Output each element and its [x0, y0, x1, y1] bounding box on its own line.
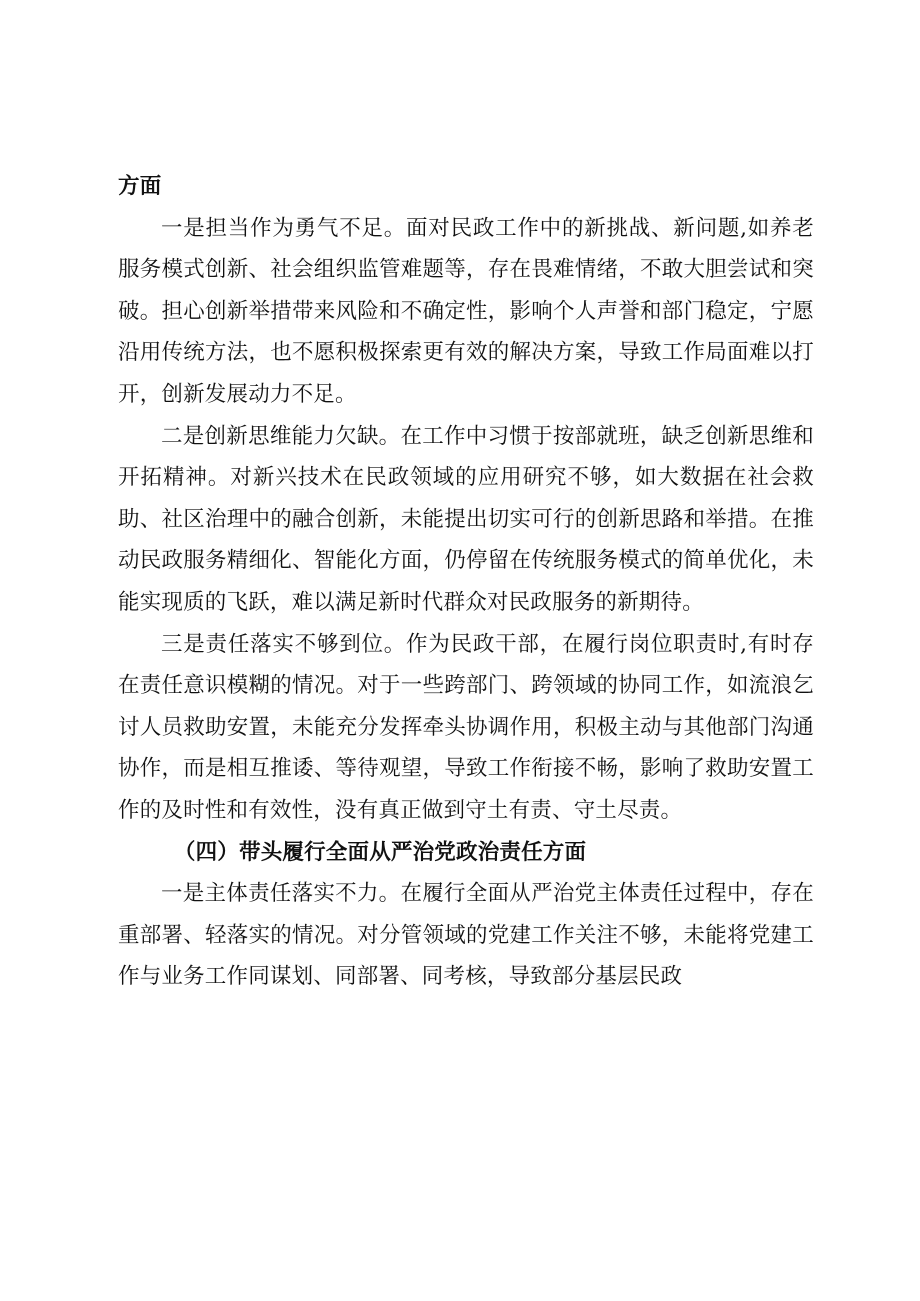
document-body: [118, 166, 814, 998]
paragraph-duty-implementation: 三是责任落实不够到位。作为民政干部，在履行岗位职责时,有时存在责任意识模糊的情况。对于一些跨部门、跨领域的协同工作，如流浪乞讨人员救助安置，未能充分发挥牵头协调作用，积极主动与其他部门沟通协作，而是相互推诿、等待观望，导致工作衔接不畅，影响了救助安置工作的及时性和有效性，没有真正做到守土有责、守土尽责。: [118, 631, 814, 823]
section-heading-four: （四）带头履行全面从严治党政治责任方面: [173, 839, 587, 865]
paragraph-responsibility-courage: 一是担当作为勇气不足。面对民政工作中的新挑战、新问题,如养老服务模式创新、社会组织监管难题等，存在畏难情绪，不敢大胆尝试和突破。担心创新举措带来风险和不确定性，影响个人声誉和部门稳定，宁愿沿用传统方法，也不愿积极探索更有效的解决方案，导致工作局面难以打开，创新发展动力不足。: [118, 215, 814, 407]
continued-heading: 方面: [118, 174, 162, 199]
paragraph-innovation-thinking: 二是创新思维能力欠缺。在工作中习惯于按部就班，缺乏创新思维和开拓精神。对新兴技术在民政领域的应用研究不够，如大数据在社会救助、社区治理中的融合创新，未能提出切实可行的创新思路和举措。在推动民政服务精细化、智能化方面，仍停留在传统服务模式的简单优化，未能实现质的飞跃，难以满足新时代群众对民政服务的新期待。: [118, 423, 814, 615]
paragraph-main-responsibility: 一是主体责任落实不力。在履行全面从严治党主体责任过程中，存在重部署、轻落实的情况。对分管领域的党建工作关注不够，未能将党建工作与业务工作同谋划、同部署、同考核，导致部分基层民政: [118, 881, 814, 990]
